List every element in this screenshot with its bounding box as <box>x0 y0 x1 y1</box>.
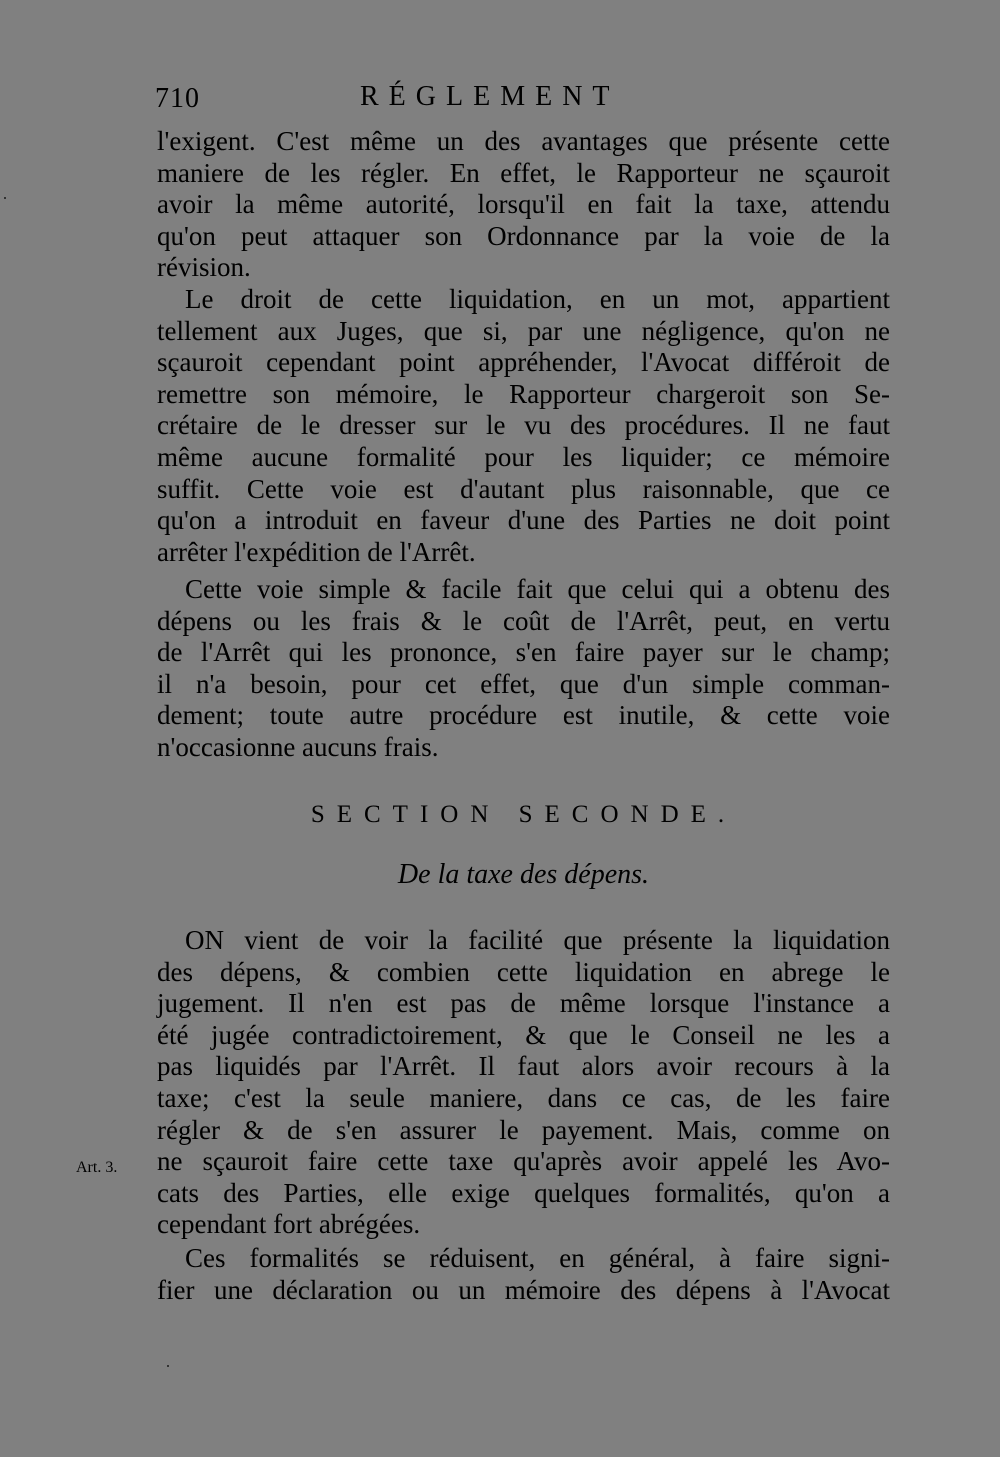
text-line: Le droit de cette liquidation, en un mot, appartient <box>185 284 890 314</box>
text-line: maniere de les régler. En effet, le Rapporteur ne sçauroit <box>157 157 890 188</box>
text-line: été jugée contradictoirement, & que le Conseil ne les a <box>157 1019 890 1050</box>
text-line: Ces formalités se réduisent, en général, à faire signi- <box>185 1243 890 1273</box>
text-line: ON vient de voir la facilité que présente la liquidation <box>185 925 890 955</box>
text-line: cats des Parties, elle exige quelques formalités, qu'on a <box>157 1177 890 1208</box>
text-line: de l'Arrêt qui les prononce, s'en faire payer sur le champ; <box>157 637 890 668</box>
text-line: qu'on peut attaquer son Ordonnance par la voie de la <box>157 220 890 251</box>
text-line: cependant fort abrégées. <box>157 1209 421 1240</box>
page-number: 710 <box>155 83 200 114</box>
paragraph-taxe <box>157 925 890 1241</box>
text-line: sçauroit cependant point appréhender, l'Avocat différoit de <box>157 347 890 378</box>
section-subtitle: De la taxe des dépens. <box>397 859 650 890</box>
text-line: dement; toute autre procédure est inutile, & cette voie <box>157 700 890 731</box>
text-line: fier une déclaration ou un mémoire des dépens à l'Avocat <box>157 1274 890 1305</box>
section-heading: SECTION SECONDE. <box>310 801 737 828</box>
text-line: remettre son mémoire, le Rapporteur chargeroit son Se- <box>157 378 890 409</box>
text-line: taxe; c'est la seule maniere, dans ce cas, de les faire <box>157 1082 890 1113</box>
page-header <box>155 78 890 118</box>
text-line: tellement aux Juges, que si, par une négligence, qu'on ne <box>157 315 890 346</box>
text-line: même aucune formalité pour les liquider; ce mémoire <box>157 441 890 472</box>
text-line: révision. <box>157 252 251 283</box>
text-line: n'occasionne aucuns frais. <box>157 731 439 762</box>
text-line: dépens ou les frais & le coût de l'Arrêt, peut, en vertu <box>157 605 890 636</box>
text-line: qu'on a introduit en faveur d'une des Parties ne doit point <box>157 505 890 536</box>
text-line: des dépens, & combien cette liquidation en abrege le <box>157 956 890 987</box>
print-speck <box>4 197 6 199</box>
paragraph-formalites <box>157 1243 890 1306</box>
text-line: Cette voie simple & facile fait que celui qui a obtenu des <box>185 574 890 604</box>
text-line: jugement. Il n'en est pas de même lorsque l'instance a <box>157 988 890 1019</box>
text-line: ne sçauroit faire cette taxe qu'après avoir appelé les Avo- <box>157 1146 890 1177</box>
margin-note: Art. 3. <box>76 1159 118 1176</box>
running-title: RÉGLEMENT <box>360 81 620 112</box>
text-line: suffit. Cette voie est d'autant plus raisonnable, que ce <box>157 473 890 504</box>
print-speck <box>167 1365 169 1367</box>
text-line: l'exigent. C'est même un des avantages que présente cette <box>157 126 890 156</box>
paragraph-liquidation-right <box>157 284 890 568</box>
text-line: crétaire de le dresser sur le vu des procédures. Il ne faut <box>157 410 890 441</box>
paragraph-continuation <box>157 126 890 284</box>
text-line: arrêter l'expédition de l'Arrêt. <box>157 536 476 567</box>
text-line: pas liquidés par l'Arrêt. Il faut alors avoir recours à la <box>157 1051 890 1082</box>
text-line: il n'a besoin, pour cet effet, que d'un simple comman- <box>157 668 890 699</box>
text-line: avoir la même autorité, lorsqu'il en fait la taxe, attendu <box>157 189 890 220</box>
text-line: régler & de s'en assurer le payement. Mais, comme on <box>157 1114 890 1145</box>
paragraph-simple-way <box>157 574 890 764</box>
